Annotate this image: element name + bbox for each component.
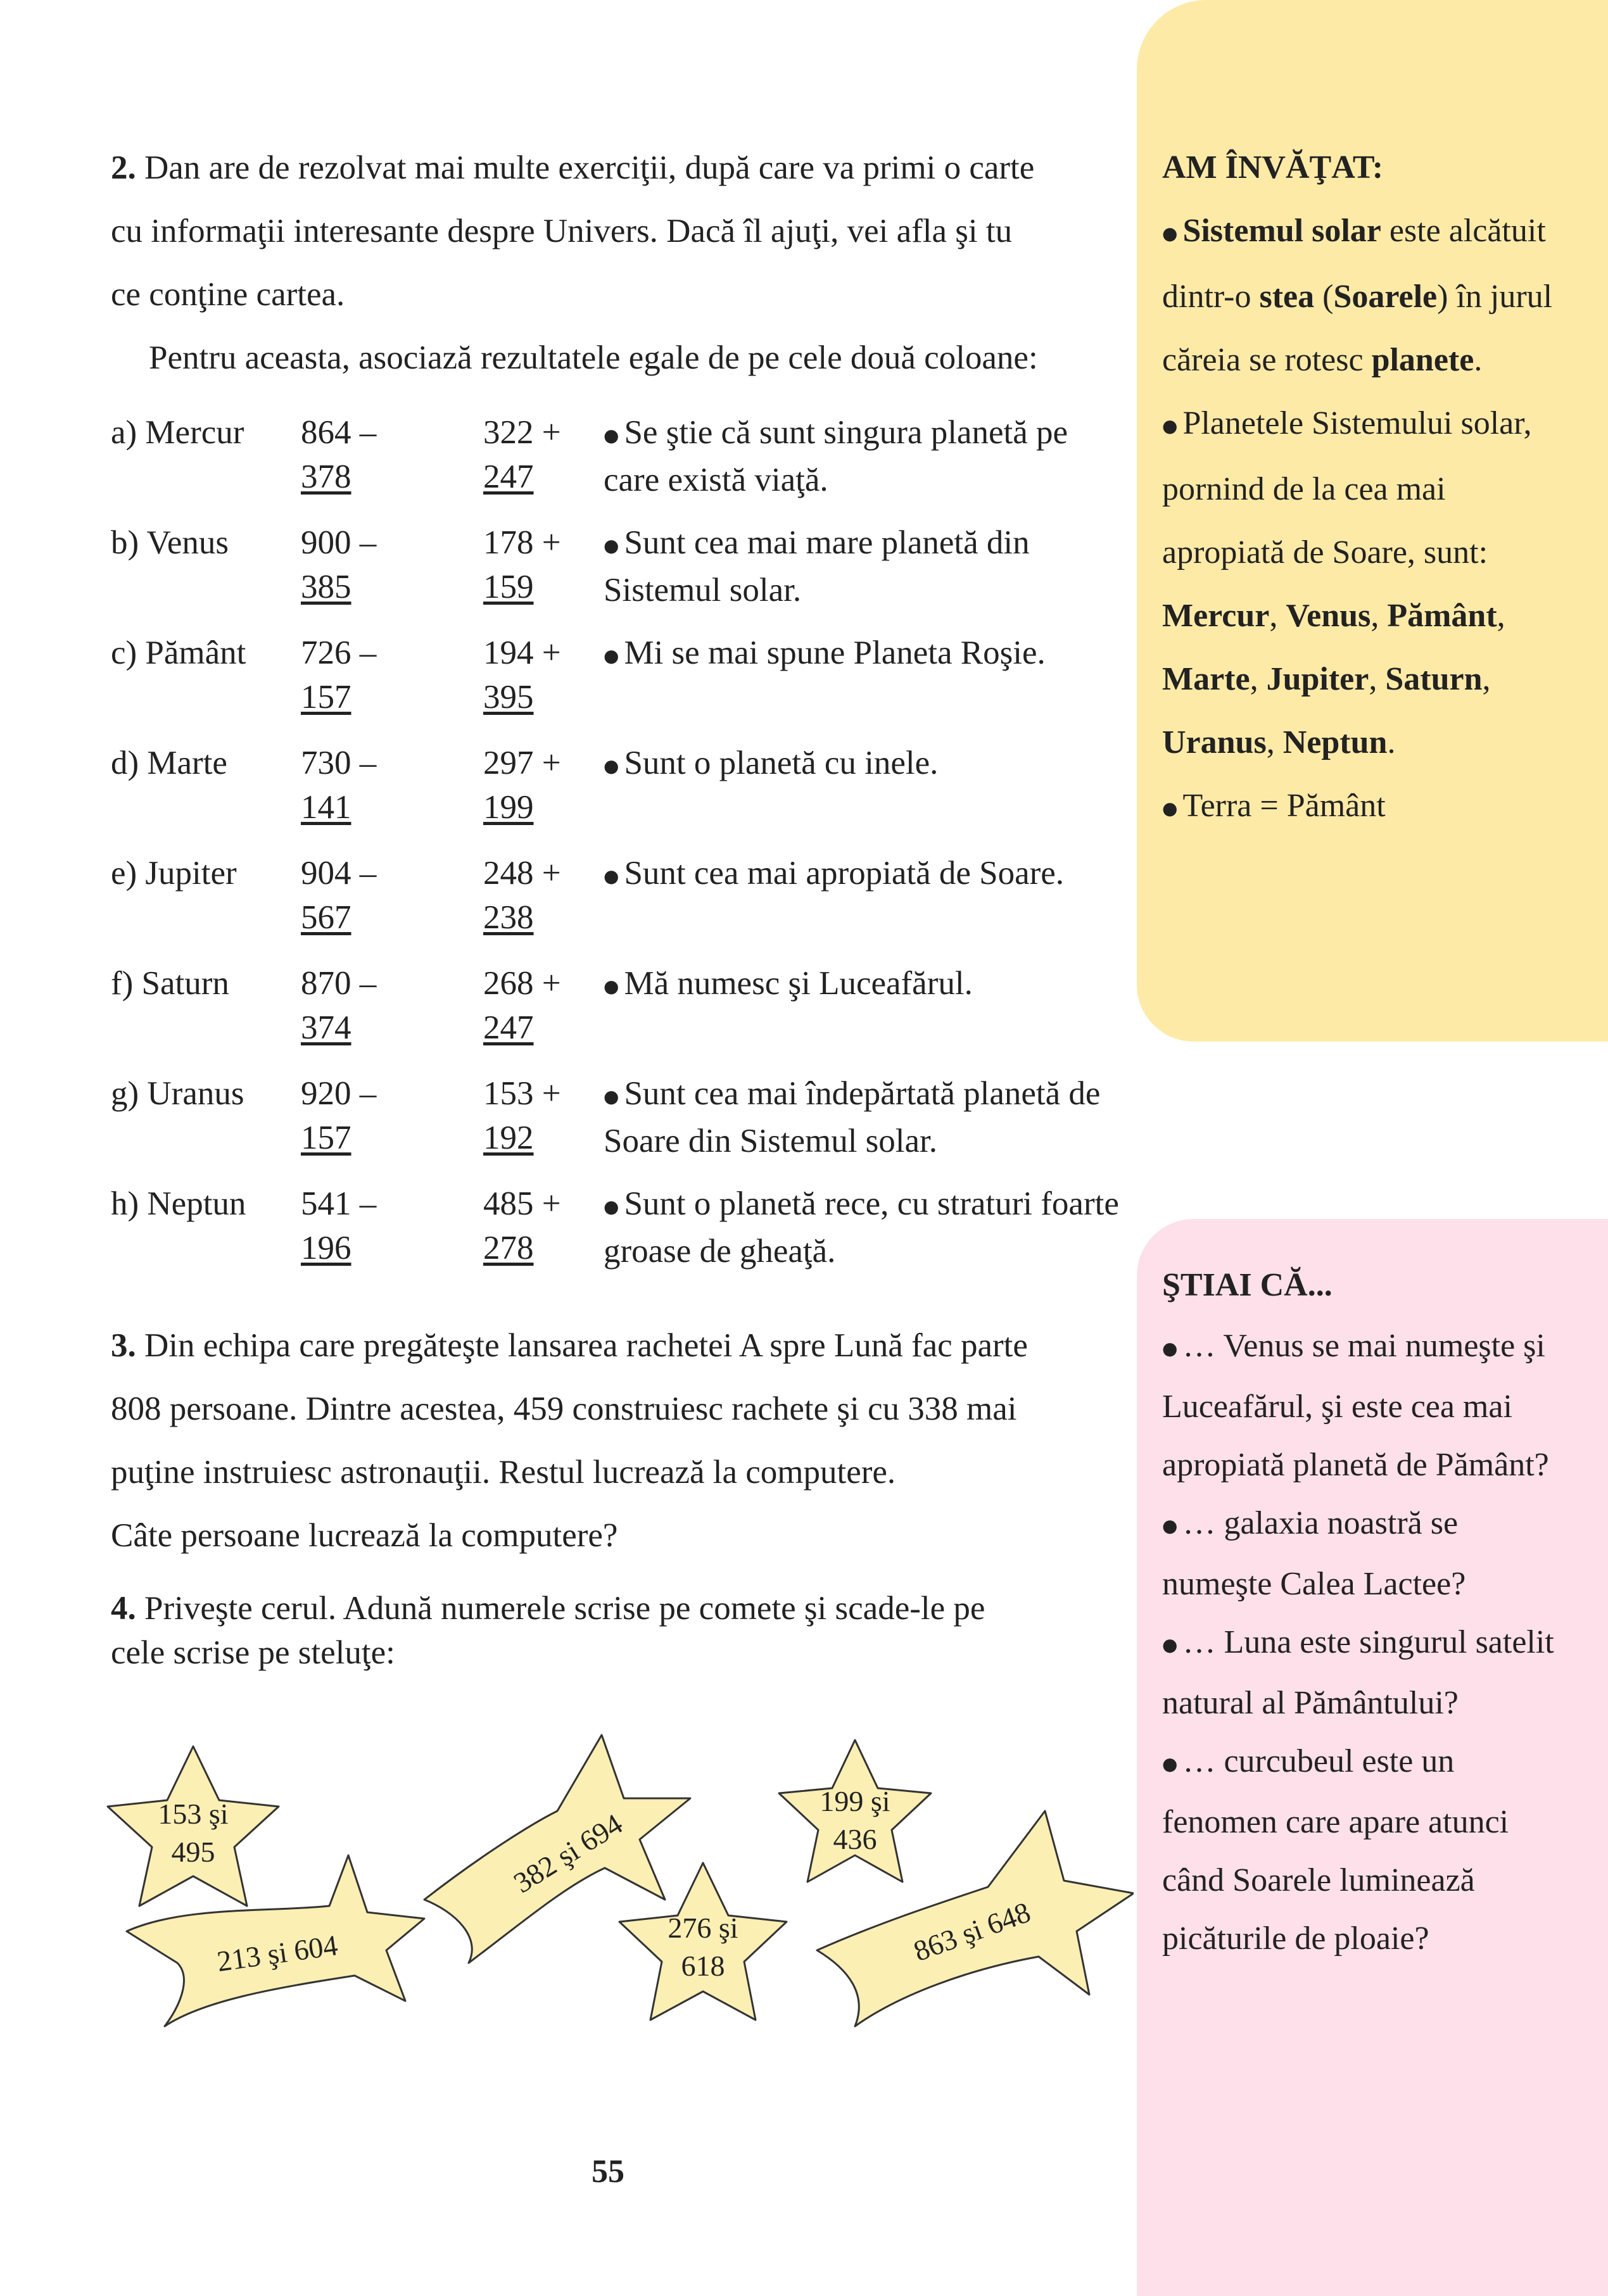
exercise-2-number: 2.	[111, 149, 136, 186]
subtraction: 730 – 141	[301, 745, 377, 826]
comet-2-text: 382 şi 694	[507, 1807, 628, 1900]
addition: 153 + 192	[483, 1075, 561, 1156]
learned-paragraph-1: ● Sistemul solar este alcătuit dintr-o stea (Soarele) în jurul căreia se rotesc planete.	[1162, 213, 1553, 379]
learned-box	[1137, 0, 1608, 1042]
bullet-icon: ●	[1162, 223, 1178, 244]
addition: 322 + 247	[483, 414, 561, 495]
did-you-know-content	[1162, 1254, 1555, 1968]
exercise-4-intro: 4. Priveşte cerul. Adună numerele scrise pe comete şi scade-le pe	[111, 1590, 985, 1627]
learned-content	[1162, 136, 1567, 840]
bullet-icon: ●	[604, 645, 619, 666]
fact-item: ● … Luna este singurul satelit natural al Pământului?	[1162, 1624, 1554, 1722]
bullet-icon: ●	[1162, 798, 1178, 819]
planet-label: g) Uranus	[111, 1075, 244, 1112]
subtraction: 920 – 157	[301, 1075, 377, 1156]
page-number: 55	[592, 2154, 624, 2190]
star-2	[779, 1740, 931, 1882]
learned-title: AM ÎNVĂŢAT:	[1162, 149, 1384, 186]
star-3-line-2: 618	[681, 1950, 725, 1982]
planet-fact: ● Sunt o planetă cu inele.	[604, 745, 939, 781]
subtraction: 864 – 378	[301, 414, 377, 495]
bullet-icon: ●	[604, 975, 619, 997]
subtraction: 870 – 374	[301, 965, 377, 1046]
exercise-3-intro: 3. Din echipa care pregăteşte lansarea rachetei A spre Lună fac parte	[111, 1327, 1028, 1364]
star-2-line-1: 199 şi	[820, 1785, 890, 1817]
learned-paragraph-3: ● Terra = Pământ	[1162, 788, 1386, 824]
did-you-know-title: ŞTIAI CĂ...	[1162, 1267, 1333, 1303]
planet-fact: ● Mă numesc şi Luceafărul.	[604, 965, 973, 1002]
planet-fact: ● Sunt cea mai mare planetă din Sistemul solar.	[604, 524, 1030, 609]
comet-1-text: 213 şi 604	[215, 1929, 340, 1978]
bullet-icon: ●	[604, 534, 619, 556]
addition: 178 + 159	[483, 524, 561, 605]
star-1-line-1: 153 şi	[158, 1798, 229, 1830]
star-3-line-1: 276 şi	[668, 1912, 738, 1944]
subtraction: 904 – 567	[301, 855, 377, 936]
addition: 297 + 199	[483, 745, 561, 826]
bullet-icon: ●	[1162, 415, 1178, 437]
exercise-4-number: 4.	[111, 1590, 136, 1627]
planet-label: h) Neptun	[111, 1185, 246, 1222]
exercise-3-line-2: 808 persoane. Dintre acestea, 459 construiesc rachete şi cu 338 mai	[111, 1391, 1017, 1427]
exercise-4-line-2: cele scrise pe steluţe:	[111, 1634, 395, 1671]
bullet-icon: ●	[1162, 1634, 1178, 1656]
stars-comets-illustration	[0, 1697, 1134, 2052]
addition: 248 + 238	[483, 855, 561, 936]
bullet-icon: ●	[1162, 1515, 1178, 1537]
planet-fact: ● Sunt cea mai îndepărtată planetă de Soare din Sistemul solar.	[604, 1075, 1101, 1159]
bullet-icon: ●	[604, 424, 619, 446]
planet-label: c) Pământ	[111, 634, 246, 671]
bullet-icon: ●	[604, 865, 619, 886]
exercise-2-instruction: Pentru aceasta, asociază rezultatele egale de pe cele două coloane:	[149, 339, 1038, 376]
planet-fact: ● Se ştie că sunt singura planetă pe care există viaţă.	[604, 414, 1068, 498]
planet-label: a) Mercur	[111, 414, 244, 451]
planet-label: f) Saturn	[111, 965, 229, 1002]
star-1	[108, 1746, 279, 1906]
exercise-3-number: 3.	[111, 1327, 136, 1364]
planet-label: e) Jupiter	[111, 855, 237, 892]
bullet-icon: ●	[604, 1085, 619, 1107]
fact-item: ● … curcubeul este un fenomen care apare atunci când Soarele luminează picăturile de ploaie?	[1162, 1743, 1509, 1957]
subtraction: 726 – 157	[301, 634, 377, 716]
planet-fact: ● Sunt cea mai apropiată de Soare.	[604, 855, 1065, 892]
bullet-icon: ●	[604, 1195, 619, 1217]
fact-item: ● … Venus se mai numeşte şi Luceafărul, şi este cea mai apropiată planetă de Pământ?	[1162, 1328, 1549, 1484]
subtraction: 900 – 385	[301, 524, 377, 605]
exercise-2	[111, 136, 1111, 389]
did-you-know-box	[1137, 1219, 1608, 2296]
star-2-line-2: 436	[833, 1823, 877, 1855]
star-1-line-2: 495	[171, 1836, 215, 1868]
learned-paragraph-2: ● Planetele Sistemului solar, pornind de la cea mai apropiată de Soare, sunt: Mercur, Venus, Pământ, Marte, Jupiter, Saturn, Uranus, Neptun.	[1162, 405, 1532, 761]
planet-label: b) Venus	[111, 524, 229, 561]
exercise-4	[111, 1586, 1111, 1675]
addition: 485 + 278	[483, 1185, 561, 1266]
exercise-3-question: Câte persoane lucrează la computere?	[111, 1517, 618, 1554]
comet-3-text: 863 şi 648	[909, 1895, 1035, 1968]
planet-label: d) Marte	[111, 745, 227, 781]
planet-fact: ● Sunt o planetă rece, cu straturi foarte groase de gheaţă.	[604, 1185, 1119, 1270]
bullet-icon: ●	[604, 755, 619, 776]
addition: 268 + 247	[483, 965, 561, 1046]
exercise-2-line-3: ce conţine cartea.	[111, 276, 345, 313]
exercise-3-line-3: puţine instruiesc astronauţii. Restul lucrează la computere.	[111, 1454, 896, 1491]
planet-fact: ● Mi se mai spune Planeta Roşie.	[604, 634, 1046, 671]
bullet-icon: ●	[1162, 1753, 1178, 1775]
exercise-3	[111, 1314, 1111, 1567]
addition: 194 + 395	[483, 634, 561, 716]
exercise-2-intro: 2. Dan are de rezolvat mai multe exerciţii, după care va primi o carte	[111, 149, 1035, 186]
exercise-2-line-2: cu informaţii interesante despre Univers. Dacă îl ajuţi, vei afla şi tu	[111, 213, 1013, 249]
bullet-icon: ●	[1162, 1338, 1178, 1359]
subtraction: 541 – 196	[301, 1185, 377, 1266]
fact-item: ● … galaxia noastră se numeşte Calea Lactee?	[1162, 1505, 1466, 1603]
